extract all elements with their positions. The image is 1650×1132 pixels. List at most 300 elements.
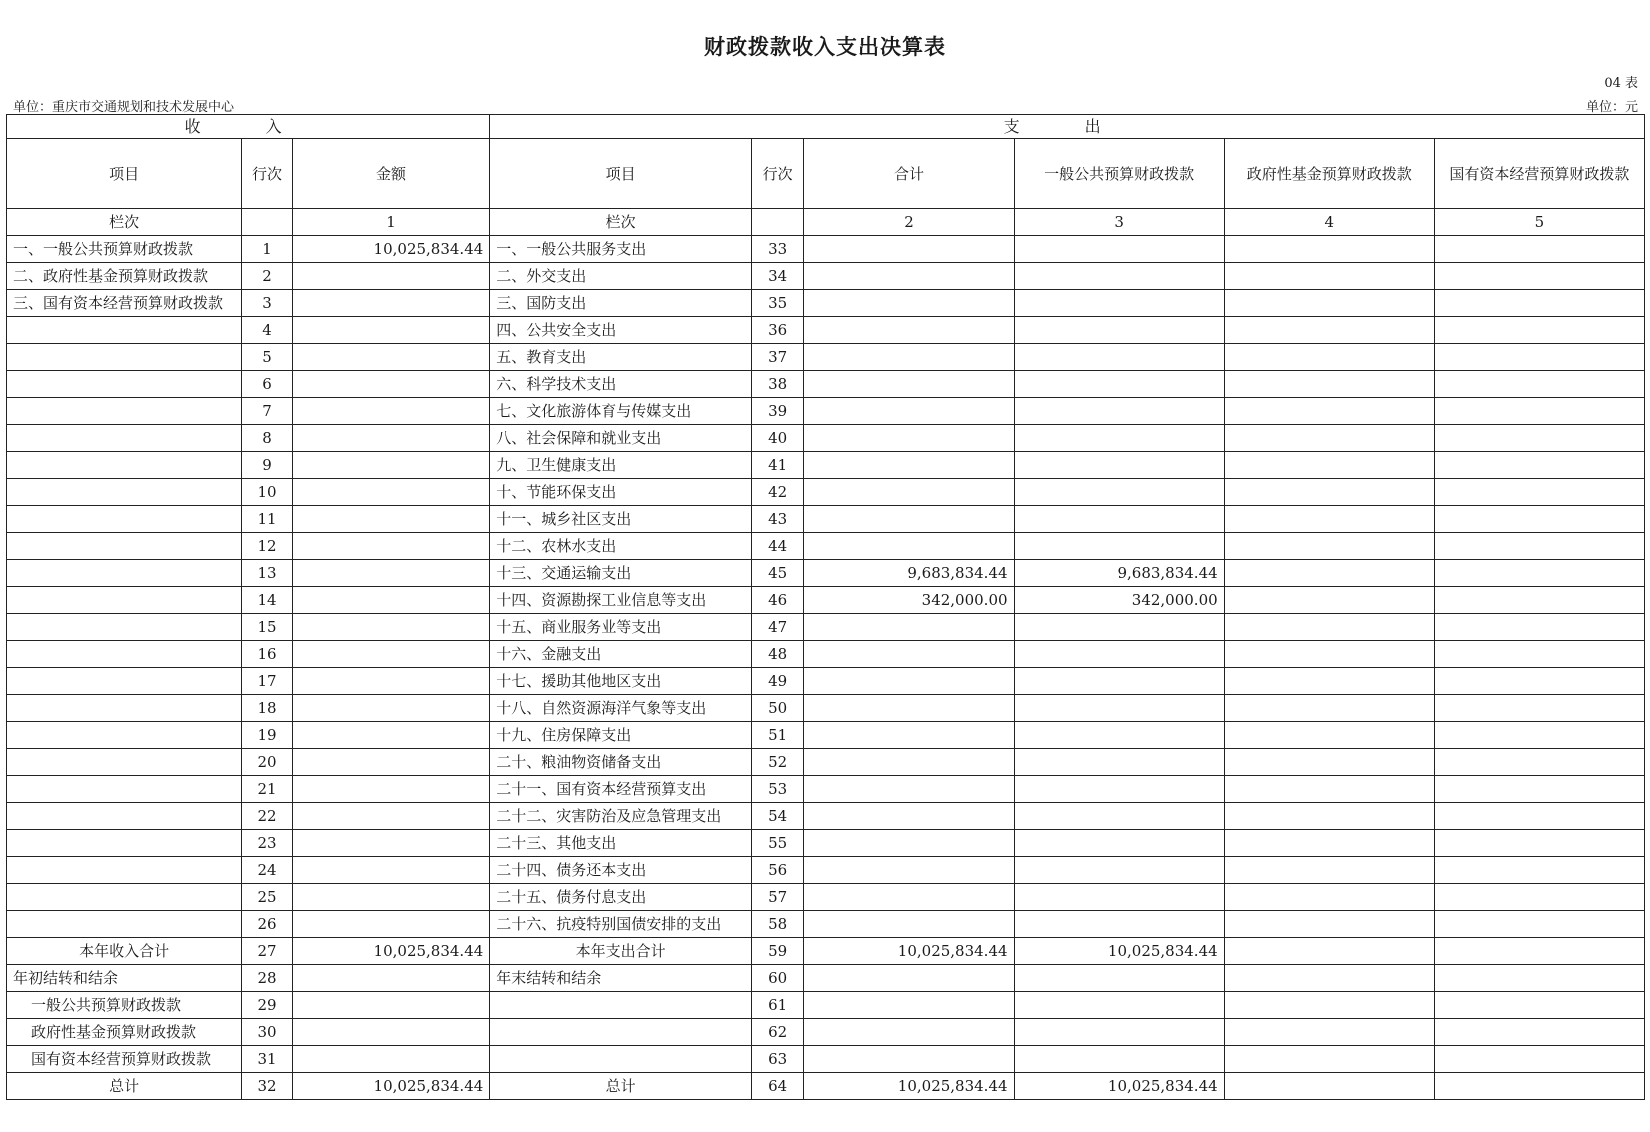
expense-item-cell: 十一、城乡社区支出 xyxy=(490,506,752,533)
expense-item-cell: 十、节能环保支出 xyxy=(490,479,752,506)
income-amount-cell xyxy=(292,263,490,290)
expense-row-number: 33 xyxy=(751,236,804,263)
income-row-number: 5 xyxy=(242,344,292,371)
state-capital-cell xyxy=(1434,236,1644,263)
income-item-cell xyxy=(7,668,242,695)
total-amount-cell: 10,025,834.44 xyxy=(804,1073,1014,1100)
income-amount-cell xyxy=(292,884,490,911)
income-row-number: 10 xyxy=(242,479,292,506)
total-amount-cell xyxy=(804,425,1014,452)
total-amount-cell xyxy=(804,830,1014,857)
income-row-number: 25 xyxy=(242,884,292,911)
expense-item-cell: 二十一、国有资本经营预算支出 xyxy=(490,776,752,803)
total-amount-cell xyxy=(804,506,1014,533)
table-row xyxy=(7,398,1645,425)
income-amount-cell xyxy=(292,857,490,884)
income-item-cell xyxy=(7,830,242,857)
fund-budget-cell xyxy=(1224,668,1434,695)
expense-item-cell xyxy=(490,992,752,1019)
general-budget-cell xyxy=(1014,830,1224,857)
expense-item-cell: 十三、交通运输支出 xyxy=(490,560,752,587)
fund-budget-cell xyxy=(1224,722,1434,749)
income-row-number: 9 xyxy=(242,452,292,479)
income-item-cell: 总计 xyxy=(7,1073,242,1100)
expense-row-number: 44 xyxy=(751,533,804,560)
total-amount-cell xyxy=(804,614,1014,641)
table-row xyxy=(7,695,1645,722)
fund-budget-cell xyxy=(1224,749,1434,776)
income-amount-cell: 10,025,834.44 xyxy=(292,1073,490,1100)
total-amount-cell xyxy=(804,1046,1014,1073)
fund-budget-cell xyxy=(1224,290,1434,317)
total-amount-cell xyxy=(804,884,1014,911)
general-budget-cell xyxy=(1014,992,1224,1019)
fund-budget-cell xyxy=(1224,695,1434,722)
income-row-number: 21 xyxy=(242,776,292,803)
fund-budget-cell xyxy=(1224,803,1434,830)
fund-budget-cell xyxy=(1224,992,1434,1019)
expense-row-number: 34 xyxy=(751,263,804,290)
state-capital-cell xyxy=(1434,668,1644,695)
total-amount-cell xyxy=(804,722,1014,749)
total-amount-cell: 10,025,834.44 xyxy=(804,938,1014,965)
page-title: 财政拨款收入支出决算表 xyxy=(704,34,946,59)
income-item-cell xyxy=(7,425,242,452)
table-row xyxy=(7,668,1645,695)
table-row xyxy=(7,776,1645,803)
colno-3: 3 xyxy=(1014,209,1224,236)
income-row-number: 17 xyxy=(242,668,292,695)
income-row-number: 16 xyxy=(242,641,292,668)
income-row-number: 24 xyxy=(242,857,292,884)
state-capital-cell xyxy=(1434,992,1644,1019)
expense-row-number: 43 xyxy=(751,506,804,533)
expense-row-number: 52 xyxy=(751,749,804,776)
expense-row-number: 36 xyxy=(751,317,804,344)
table-row xyxy=(7,641,1645,668)
table-row xyxy=(7,884,1645,911)
income-amount-cell xyxy=(292,695,490,722)
expense-item-cell: 九、卫生健康支出 xyxy=(490,452,752,479)
fund-budget-cell xyxy=(1224,236,1434,263)
table-row xyxy=(7,1073,1645,1100)
expense-row-number: 46 xyxy=(751,587,804,614)
expense-row-number: 61 xyxy=(751,992,804,1019)
total-amount-cell xyxy=(804,371,1014,398)
colno-label: 栏次 xyxy=(7,209,242,236)
income-row-number: 30 xyxy=(242,1019,292,1046)
state-capital-cell xyxy=(1434,533,1644,560)
income-item-cell xyxy=(7,344,242,371)
expense-item-cell: 十五、商业服务业等支出 xyxy=(490,614,752,641)
expense-item-cell: 总计 xyxy=(490,1073,752,1100)
colno-blank xyxy=(242,209,292,236)
income-amount-cell xyxy=(292,668,490,695)
expense-row-number: 62 xyxy=(751,1019,804,1046)
income-amount-cell xyxy=(292,479,490,506)
total-amount-cell xyxy=(804,641,1014,668)
expense-item-cell: 十六、金融支出 xyxy=(490,641,752,668)
expense-item-cell: 八、社会保障和就业支出 xyxy=(490,425,752,452)
header-fund-budget: 政府性基金预算财政拨款 xyxy=(1224,139,1434,209)
expense-item-cell: 二十五、债务付息支出 xyxy=(490,884,752,911)
expense-item-cell: 二十三、其他支出 xyxy=(490,830,752,857)
income-item-cell xyxy=(7,506,242,533)
income-amount-cell xyxy=(292,965,490,992)
expense-row-number: 50 xyxy=(751,695,804,722)
general-budget-cell xyxy=(1014,506,1224,533)
fund-budget-cell xyxy=(1224,911,1434,938)
total-amount-cell xyxy=(804,749,1014,776)
income-item-cell xyxy=(7,614,242,641)
total-amount-cell xyxy=(804,452,1014,479)
income-amount-cell xyxy=(292,641,490,668)
expense-item-cell: 十九、住房保障支出 xyxy=(490,722,752,749)
fund-budget-cell xyxy=(1224,263,1434,290)
table-row xyxy=(7,317,1645,344)
income-amount-cell xyxy=(292,1046,490,1073)
table-row xyxy=(7,290,1645,317)
section-header-row xyxy=(7,115,1645,139)
expense-item-cell: 二十、粮油物资储备支出 xyxy=(490,749,752,776)
expense-item-cell: 一、一般公共服务支出 xyxy=(490,236,752,263)
income-row-number: 20 xyxy=(242,749,292,776)
total-amount-cell xyxy=(804,668,1014,695)
fund-budget-cell xyxy=(1224,776,1434,803)
state-capital-cell xyxy=(1434,857,1644,884)
fund-budget-cell xyxy=(1224,857,1434,884)
expense-row-number: 53 xyxy=(751,776,804,803)
income-amount-cell xyxy=(292,344,490,371)
general-budget-cell: 342,000.00 xyxy=(1014,587,1224,614)
general-budget-cell xyxy=(1014,695,1224,722)
fund-budget-cell xyxy=(1224,371,1434,398)
unit-organization: 单位：重庆市交通规划和技术发展中心 xyxy=(13,100,235,115)
income-amount-cell xyxy=(292,506,490,533)
income-amount-cell xyxy=(292,992,490,1019)
income-amount-cell: 10,025,834.44 xyxy=(292,236,490,263)
table-row xyxy=(7,803,1645,830)
general-budget-cell xyxy=(1014,749,1224,776)
income-item-cell xyxy=(7,884,242,911)
income-item-cell: 年初结转和结余 xyxy=(7,965,242,992)
expense-row-number: 41 xyxy=(751,452,804,479)
state-capital-cell xyxy=(1434,749,1644,776)
fund-budget-cell xyxy=(1224,614,1434,641)
column-header-row xyxy=(7,139,1645,209)
general-budget-cell xyxy=(1014,317,1224,344)
general-budget-cell xyxy=(1014,614,1224,641)
state-capital-cell xyxy=(1434,1019,1644,1046)
table-row xyxy=(7,614,1645,641)
expense-item-cell: 二十二、灾害防治及应急管理支出 xyxy=(490,803,752,830)
total-amount-cell xyxy=(804,911,1014,938)
income-row-number: 2 xyxy=(242,263,292,290)
income-row-number: 27 xyxy=(242,938,292,965)
total-amount-cell xyxy=(804,290,1014,317)
fund-budget-cell xyxy=(1224,884,1434,911)
general-budget-cell xyxy=(1014,911,1224,938)
table-row xyxy=(7,236,1645,263)
income-amount-cell xyxy=(292,722,490,749)
income-item-cell: 本年收入合计 xyxy=(7,938,242,965)
expense-item-cell: 五、教育支出 xyxy=(490,344,752,371)
expense-row-number: 39 xyxy=(751,398,804,425)
table-row xyxy=(7,857,1645,884)
income-item-cell xyxy=(7,452,242,479)
state-capital-cell xyxy=(1434,938,1644,965)
fund-budget-cell xyxy=(1224,1073,1434,1100)
income-row-number: 26 xyxy=(242,911,292,938)
state-capital-cell xyxy=(1434,695,1644,722)
total-amount-cell xyxy=(804,479,1014,506)
total-amount-cell: 9,683,834.44 xyxy=(804,560,1014,587)
state-capital-cell xyxy=(1434,830,1644,857)
income-row-number: 32 xyxy=(242,1073,292,1100)
general-budget-cell: 10,025,834.44 xyxy=(1014,938,1224,965)
income-amount-cell xyxy=(292,533,490,560)
income-item-cell xyxy=(7,749,242,776)
state-capital-cell xyxy=(1434,1046,1644,1073)
total-amount-cell: 342,000.00 xyxy=(804,587,1014,614)
expense-item-cell: 二十六、抗疫特别国债安排的支出 xyxy=(490,911,752,938)
table-row xyxy=(7,344,1645,371)
expense-row-number: 40 xyxy=(751,425,804,452)
income-item-cell xyxy=(7,857,242,884)
total-amount-cell xyxy=(804,317,1014,344)
expense-row-number: 54 xyxy=(751,803,804,830)
income-item-cell xyxy=(7,371,242,398)
fund-budget-cell xyxy=(1224,560,1434,587)
expense-item-cell: 二、外交支出 xyxy=(490,263,752,290)
colno-blank-2 xyxy=(751,209,804,236)
expense-row-number: 42 xyxy=(751,479,804,506)
total-amount-cell xyxy=(804,263,1014,290)
expense-item-cell: 十七、援助其他地区支出 xyxy=(490,668,752,695)
colno-5: 5 xyxy=(1434,209,1644,236)
fund-budget-cell xyxy=(1224,1046,1434,1073)
state-capital-cell xyxy=(1434,317,1644,344)
state-capital-cell xyxy=(1434,425,1644,452)
general-budget-cell xyxy=(1014,263,1224,290)
table-row xyxy=(7,965,1645,992)
expense-row-number: 35 xyxy=(751,290,804,317)
income-row-number: 14 xyxy=(242,587,292,614)
state-capital-cell xyxy=(1434,506,1644,533)
general-budget-cell xyxy=(1014,776,1224,803)
table-row xyxy=(7,560,1645,587)
state-capital-cell xyxy=(1434,911,1644,938)
total-amount-cell xyxy=(804,695,1014,722)
state-capital-cell xyxy=(1434,560,1644,587)
expense-row-number: 51 xyxy=(751,722,804,749)
state-capital-cell xyxy=(1434,884,1644,911)
income-row-number: 13 xyxy=(242,560,292,587)
fund-budget-cell xyxy=(1224,398,1434,425)
general-budget-cell xyxy=(1014,371,1224,398)
header-expense-item: 项目 xyxy=(490,139,752,209)
income-row-number: 31 xyxy=(242,1046,292,1073)
general-budget-cell: 9,683,834.44 xyxy=(1014,560,1224,587)
income-amount-cell: 10,025,834.44 xyxy=(292,938,490,965)
fund-budget-cell xyxy=(1224,641,1434,668)
income-row-number: 19 xyxy=(242,722,292,749)
column-number-row xyxy=(7,209,1645,236)
expense-row-number: 55 xyxy=(751,830,804,857)
state-capital-cell xyxy=(1434,722,1644,749)
fund-budget-cell xyxy=(1224,1019,1434,1046)
expense-item-cell xyxy=(490,1046,752,1073)
state-capital-cell xyxy=(1434,344,1644,371)
state-capital-cell xyxy=(1434,587,1644,614)
income-amount-cell xyxy=(292,371,490,398)
expense-row-number: 57 xyxy=(751,884,804,911)
table-body xyxy=(7,115,1645,1100)
income-item-cell: 二、政府性基金预算财政拨款 xyxy=(7,263,242,290)
income-amount-cell xyxy=(292,830,490,857)
state-capital-cell xyxy=(1434,614,1644,641)
state-capital-cell xyxy=(1434,290,1644,317)
income-amount-cell xyxy=(292,587,490,614)
expense-item-cell: 六、科学技术支出 xyxy=(490,371,752,398)
state-capital-cell xyxy=(1434,776,1644,803)
table-row xyxy=(7,452,1645,479)
income-row-number: 22 xyxy=(242,803,292,830)
income-amount-cell xyxy=(292,452,490,479)
income-amount-cell xyxy=(292,776,490,803)
income-amount-cell xyxy=(292,803,490,830)
general-budget-cell xyxy=(1014,452,1224,479)
general-budget-cell xyxy=(1014,290,1224,317)
total-amount-cell xyxy=(804,776,1014,803)
expense-row-number: 45 xyxy=(751,560,804,587)
fund-budget-cell xyxy=(1224,533,1434,560)
expense-item-cell: 四、公共安全支出 xyxy=(490,317,752,344)
fund-budget-cell xyxy=(1224,965,1434,992)
income-item-cell xyxy=(7,533,242,560)
income-item-cell: 三、国有资本经营预算财政拨款 xyxy=(7,290,242,317)
expense-section-label: 支 出 xyxy=(490,115,1645,139)
income-item-cell xyxy=(7,911,242,938)
general-budget-cell xyxy=(1014,533,1224,560)
general-budget-cell xyxy=(1014,1019,1224,1046)
general-budget-cell xyxy=(1014,236,1224,263)
fund-budget-cell xyxy=(1224,425,1434,452)
income-amount-cell xyxy=(292,749,490,776)
table-row xyxy=(7,533,1645,560)
total-amount-cell xyxy=(804,398,1014,425)
total-amount-cell xyxy=(804,965,1014,992)
income-item-cell xyxy=(7,398,242,425)
expense-row-number: 63 xyxy=(751,1046,804,1073)
expense-row-number: 49 xyxy=(751,668,804,695)
income-row-number: 8 xyxy=(242,425,292,452)
header-expense-row: 行次 xyxy=(751,139,804,209)
income-row-number: 3 xyxy=(242,290,292,317)
state-capital-cell xyxy=(1434,1073,1644,1100)
table-row xyxy=(7,722,1645,749)
income-row-number: 11 xyxy=(242,506,292,533)
income-item-cell xyxy=(7,776,242,803)
header-total: 合计 xyxy=(804,139,1014,209)
state-capital-cell xyxy=(1434,263,1644,290)
general-budget-cell xyxy=(1014,1046,1224,1073)
income-row-number: 28 xyxy=(242,965,292,992)
colno-1: 1 xyxy=(292,209,490,236)
header-income-row: 行次 xyxy=(242,139,292,209)
colno-2: 2 xyxy=(804,209,1014,236)
table-row xyxy=(7,587,1645,614)
unit-currency: 单位：元 xyxy=(1585,100,1638,115)
fund-budget-cell xyxy=(1224,452,1434,479)
header-income-item: 项目 xyxy=(7,139,242,209)
expense-item-cell: 三、国防支出 xyxy=(490,290,752,317)
total-amount-cell xyxy=(804,1019,1014,1046)
expense-row-number: 58 xyxy=(751,911,804,938)
income-item-cell: 一、一般公共预算财政拨款 xyxy=(7,236,242,263)
expense-row-number: 38 xyxy=(751,371,804,398)
expense-row-number: 48 xyxy=(751,641,804,668)
expense-row-number: 37 xyxy=(751,344,804,371)
general-budget-cell xyxy=(1014,884,1224,911)
state-capital-cell xyxy=(1434,371,1644,398)
expense-row-number: 56 xyxy=(751,857,804,884)
expense-row-number: 59 xyxy=(751,938,804,965)
state-capital-cell xyxy=(1434,803,1644,830)
state-capital-cell xyxy=(1434,965,1644,992)
income-amount-cell xyxy=(292,1019,490,1046)
expense-item-cell: 十八、自然资源海洋气象等支出 xyxy=(490,695,752,722)
general-budget-cell xyxy=(1014,641,1224,668)
colno-label-2: 栏次 xyxy=(490,209,752,236)
table-row xyxy=(7,992,1645,1019)
table-row xyxy=(7,263,1645,290)
income-row-number: 15 xyxy=(242,614,292,641)
expense-item-cell: 本年支出合计 xyxy=(490,938,752,965)
income-row-number: 7 xyxy=(242,398,292,425)
income-row-number: 29 xyxy=(242,992,292,1019)
income-item-cell xyxy=(7,560,242,587)
income-amount-cell xyxy=(292,290,490,317)
expense-item-cell: 七、文化旅游体育与传媒支出 xyxy=(490,398,752,425)
income-row-number: 12 xyxy=(242,533,292,560)
expense-item-cell: 十二、农林水支出 xyxy=(490,533,752,560)
table-row xyxy=(7,506,1645,533)
general-budget-cell xyxy=(1014,344,1224,371)
total-amount-cell xyxy=(804,992,1014,1019)
fund-budget-cell xyxy=(1224,344,1434,371)
expense-item-cell: 二十四、债务还本支出 xyxy=(490,857,752,884)
table-row xyxy=(7,371,1645,398)
income-row-number: 23 xyxy=(242,830,292,857)
income-item-cell xyxy=(7,641,242,668)
state-capital-cell xyxy=(1434,452,1644,479)
income-item-cell xyxy=(7,695,242,722)
table-row xyxy=(7,911,1645,938)
income-item-cell: 一般公共预算财政拨款 xyxy=(7,992,242,1019)
income-item-cell xyxy=(7,317,242,344)
income-amount-cell xyxy=(292,560,490,587)
general-budget-cell xyxy=(1014,965,1224,992)
header-amount: 金额 xyxy=(292,139,490,209)
expense-item-cell: 十四、资源勘探工业信息等支出 xyxy=(490,587,752,614)
fund-budget-cell xyxy=(1224,938,1434,965)
table-row xyxy=(7,749,1645,776)
colno-4: 4 xyxy=(1224,209,1434,236)
income-item-cell: 国有资本经营预算财政拨款 xyxy=(7,1046,242,1073)
income-row-number: 18 xyxy=(242,695,292,722)
total-amount-cell xyxy=(804,344,1014,371)
